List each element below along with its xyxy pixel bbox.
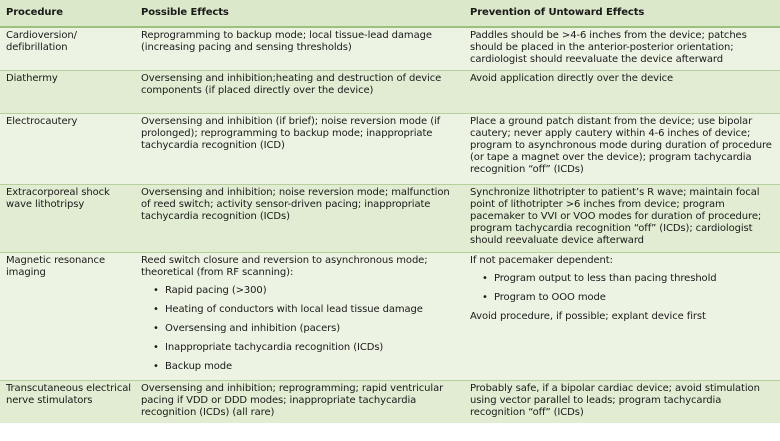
prevention-cell: Avoid application directly over the device (464, 71, 780, 114)
table-row (0, 71, 780, 114)
effects-cell: Oversensing and inhibition (if brief); noise reversion mode (if prolonged); reprogramming to backup mode; inappropriate tachycardia recognition (ICD) (135, 114, 464, 185)
prevention-cell: Place a ground patch distant from the device; use bipolar cautery; never apply cautery within 4-6 inches of device; program to asynchronous mode during duration of procedure (or tape a magnet over the device); program tachycardia recognition “off” (ICDs) (464, 114, 780, 185)
bullet-item: • Program to OOO mode (482, 292, 776, 304)
table-row (0, 114, 780, 185)
prevention-cell: Synchronize lithotripter to patient’s R wave; maintain focal point of lithotripter >6 inches from device; program pacemaker to VVI or VOO modes for duration of procedure; program tachycardia recognition “off” (ICDs); cardiologist should reevaluate device afterward (464, 185, 780, 253)
bullet-item: • Program output to less than pacing threshold (482, 273, 776, 285)
prevention-bullet-list (470, 273, 776, 304)
procedure-cell: Transcutaneous electrical nerve stimulators (0, 381, 135, 424)
prevention-cell: Probably safe, if a bipolar cardiac device; avoid stimulation using vector parallel to leads; program tachycardia recognition “off” (ICDs) (464, 381, 780, 424)
bullet-item: • Oversensing and inhibition (pacers) (153, 323, 460, 335)
effects-cell (135, 253, 464, 381)
bullet-item: • Inappropriate tachycardia recognition (ICDs) (153, 342, 460, 354)
header-prevention: Prevention of Untoward Effects (464, 0, 780, 27)
prevention-cell (464, 253, 780, 381)
bullet-item: • Heating of conductors with local lead tissue damage (153, 304, 460, 316)
table-row (0, 381, 780, 424)
effects-cell: Reprogramming to backup mode; local tissue-lead damage (increasing pacing and sensing thresholds) (135, 27, 464, 71)
effects-cell: Oversensing and inhibition; reprogramming; rapid ventricular pacing if VDD or DDD modes; inappropriate tachycardia recognition (ICDs) (all rare) (135, 381, 464, 424)
procedure-cell: Extracorporeal shock wave lithotripsy (0, 185, 135, 253)
table-row (0, 27, 780, 71)
procedure-cell: Diathermy (0, 71, 135, 114)
table-row (0, 185, 780, 253)
prevention-intro: If not pacemaker dependent: (470, 255, 613, 266)
header-procedure: Procedure (0, 0, 135, 27)
procedure-cell: Cardioversion/ defibrillation (0, 27, 135, 71)
effects-cell: Oversensing and inhibition;heating and destruction of device components (if placed directly over the device) (135, 71, 464, 114)
effects-intro: Reed switch closure and reversion to asynchronous mode; theoretical (from RF scanning): (141, 255, 428, 278)
table-row (0, 253, 780, 381)
prevention-cell: Paddles should be >4-6 inches from the device; patches should be placed in the anterior-posterior orientation; cardiologist should reevaluate the device afterward (464, 27, 780, 71)
procedure-cell: Magnetic resonance imaging (0, 253, 135, 381)
prevention-outro: Avoid procedure, if possible; explant device first (470, 311, 706, 322)
header-possible-effects: Possible Effects (135, 0, 464, 27)
bullet-item: • Rapid pacing (>300) (153, 285, 460, 297)
procedure-cell: Electrocautery (0, 114, 135, 185)
bullet-item: • Backup mode (153, 361, 460, 373)
table-header-row (0, 0, 780, 27)
effects-bullet-list (141, 285, 460, 373)
effects-cell: Oversensing and inhibition; noise reversion mode; malfunction of reed switch; activity sensor-driven pacing; inappropriate tachycardia recognition (ICDs) (135, 185, 464, 253)
